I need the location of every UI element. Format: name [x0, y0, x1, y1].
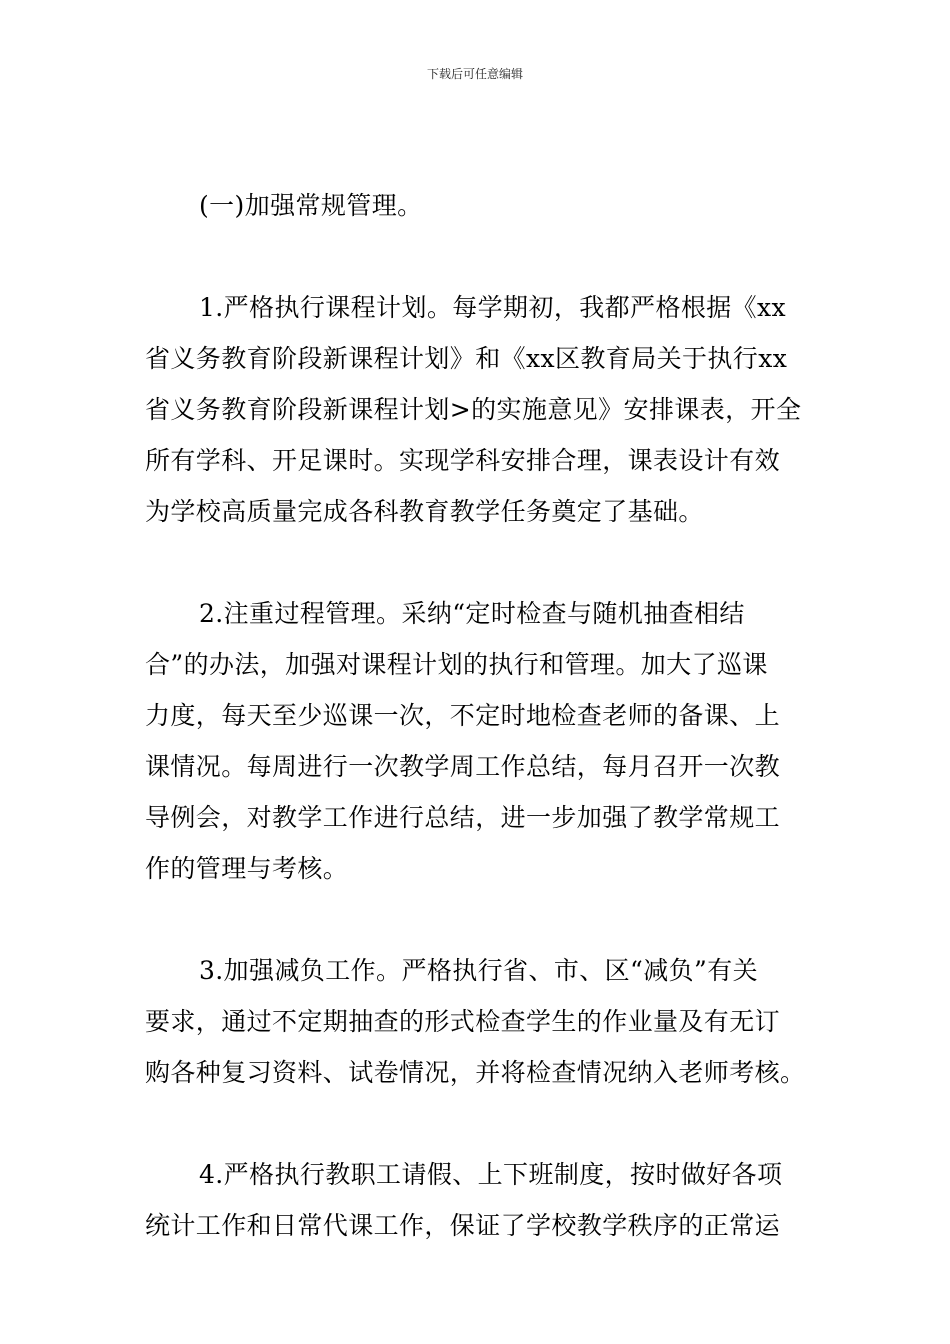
paragraph-2 — [145, 588, 807, 894]
paragraph-line: 要求，通过不定期抽查的形式检查学生的作业量及有无订 — [145, 1007, 781, 1036]
paragraph-line: 省义务教育阶段新课程计划>的实施意见》安排课表，开全 — [145, 395, 802, 424]
paragraph-spacer — [145, 894, 807, 945]
paragraph-line: 1.严格执行课程计划。每学期初，我都严格根据《xx — [199, 293, 787, 322]
document-body — [145, 180, 807, 1251]
paragraph-line: 课情况。每周进行一次教学周工作总结，每月召开一次教 — [145, 752, 781, 781]
paragraph-spacer — [145, 537, 807, 588]
paragraph-line: 4.严格执行教职工请假、上下班制度，按时做好各项 — [199, 1160, 783, 1189]
paragraph-spacer — [145, 1098, 807, 1149]
paragraph-line: 所有学科、开足课时。实现学科安排合理，课表设计有效 — [145, 446, 781, 475]
paragraph-3 — [145, 945, 807, 1098]
paragraph-line: 2.注重过程管理。采纳“定时检查与随机抽查相结 — [199, 599, 745, 628]
paragraph-1 — [145, 282, 807, 537]
paragraph-4 — [145, 1149, 807, 1251]
page-header: 下载后可任意编辑 — [426, 67, 523, 81]
paragraph-line: 力度，每天至少巡课一次，不定时地检查老师的备课、上 — [145, 701, 781, 730]
paragraph-line: 为学校高质量完成各科教育教学任务奠定了基础。 — [145, 497, 704, 526]
paragraph-line: 作的管理与考核。 — [145, 854, 349, 883]
paragraph-line: 购各种复习资料、试卷情况，并将检查情况纳入老师考核。 — [145, 1058, 806, 1087]
paragraph-line: 3.加强减负工作。严格执行省、市、区“减负”有关 — [199, 956, 759, 985]
section-heading: (一)加强常规管理。 — [199, 191, 423, 220]
paragraph-line: 合”的办法，加强对课程计划的执行和管理。加大了巡课 — [145, 650, 768, 679]
paragraph-line: 省义务教育阶段新课程计划》和《xx区教育局关于执行xx — [145, 344, 788, 373]
paragraph-line: 统计工作和日常代课工作，保证了学校教学秩序的正常运 — [145, 1211, 781, 1240]
paragraph-line: 导例会，对教学工作进行总结，进一步加强了教学常规工 — [145, 803, 781, 832]
paragraph-spacer — [145, 231, 807, 282]
